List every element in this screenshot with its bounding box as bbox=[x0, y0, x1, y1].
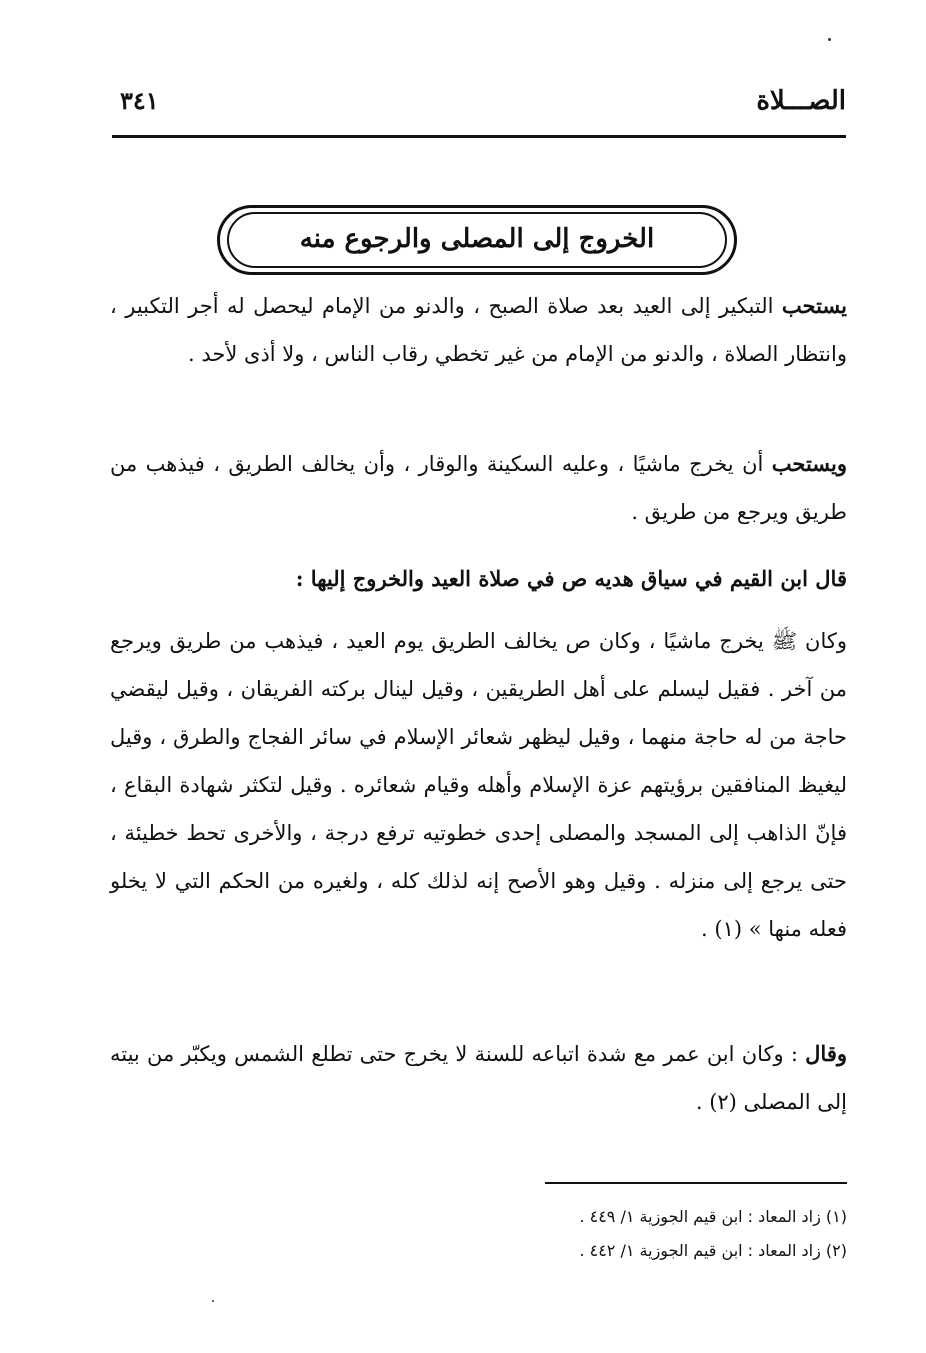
paragraph-4-quote bbox=[110, 617, 847, 953]
footnotes bbox=[400, 1200, 847, 1268]
paragraph-text: أن يخرج ماشيًا ، وعليه السكينة والوقار ، وأن يخالف الطريق ، فيذهب من طريق ويرجع من طريق . bbox=[110, 452, 847, 524]
paragraph-text: وكان ﷺ يخرج ماشيًا ، وكان ص يخالف الطريق يوم العيد ، فيذهب من طريق ويرجع من آخر . فقيل ليسلم على أهل الطريقين ، وقيل لينال بركته الفريقان ، وقيل ليقضي حاجة من له حاجة منهما ، وقيل ليظهر شعائر الإسلام في سائر الفجاج والطرق ، وقيل ليغيظ المنافقين برؤيتهم عزة الإسلام وأهله وقيام شعائره . وقيل لتكثر شهادة البقاع ، فإنّ الذاهب إلى المسجد والمصلى إحدى خطوتيه ترفع درجة ، والأخرى تحط خطيئة ، حتى يرجع إلى منزله . وقيل وهو الأصح إنه لذلك كله ، ولغيره من الحكم التي لا يخلو فعله منها » (١) . bbox=[110, 629, 847, 941]
header-divider bbox=[112, 135, 846, 138]
paragraph-lead: يستحب bbox=[781, 293, 847, 318]
paragraph-lead: قال ابن القيم في سياق هديه ص في صلاة العيد والخروج إليها : bbox=[295, 566, 847, 591]
scan-speck bbox=[212, 1300, 214, 1302]
paragraph-1 bbox=[110, 282, 847, 378]
scan-speck bbox=[828, 38, 831, 41]
running-title: الصـــلاة bbox=[756, 86, 846, 116]
paragraph-2 bbox=[110, 440, 847, 536]
paragraph-text: : وكان ابن عمر مع شدة اتباعه للسنة لا يخرج حتى تطلع الشمس ويكبّر من بيته إلى المصلى (٢) . bbox=[110, 1042, 847, 1114]
page-header bbox=[112, 82, 846, 122]
section-heading-frame bbox=[217, 205, 737, 275]
paragraph-lead: وقال bbox=[805, 1041, 847, 1066]
footnote-2: (٢) زاد المعاد : ابن قيم الجوزية ١/ ٤٤٢ . bbox=[579, 1241, 847, 1260]
page-number: ٣٤١ bbox=[120, 86, 159, 115]
paragraph-5 bbox=[110, 1030, 847, 1126]
footnote-divider bbox=[545, 1182, 847, 1184]
paragraph-text: التبكير إلى العيد بعد صلاة الصبح ، والدنو من الإمام ليحصل له أجر التكبير ، وانتظار الصلاة ، والدنو من الإمام من غير تخطي رقاب الناس ، ولا أذى لأحد . bbox=[110, 294, 847, 366]
paragraph-lead: ويستحب bbox=[771, 451, 847, 476]
paragraph-3-quote-intro bbox=[110, 555, 847, 603]
section-title: الخروج إلى المصلى والرجوع منه bbox=[299, 224, 655, 254]
footnote-1: (١) زاد المعاد : ابن قيم الجوزية ١/ ٤٤٩ . bbox=[579, 1207, 847, 1226]
